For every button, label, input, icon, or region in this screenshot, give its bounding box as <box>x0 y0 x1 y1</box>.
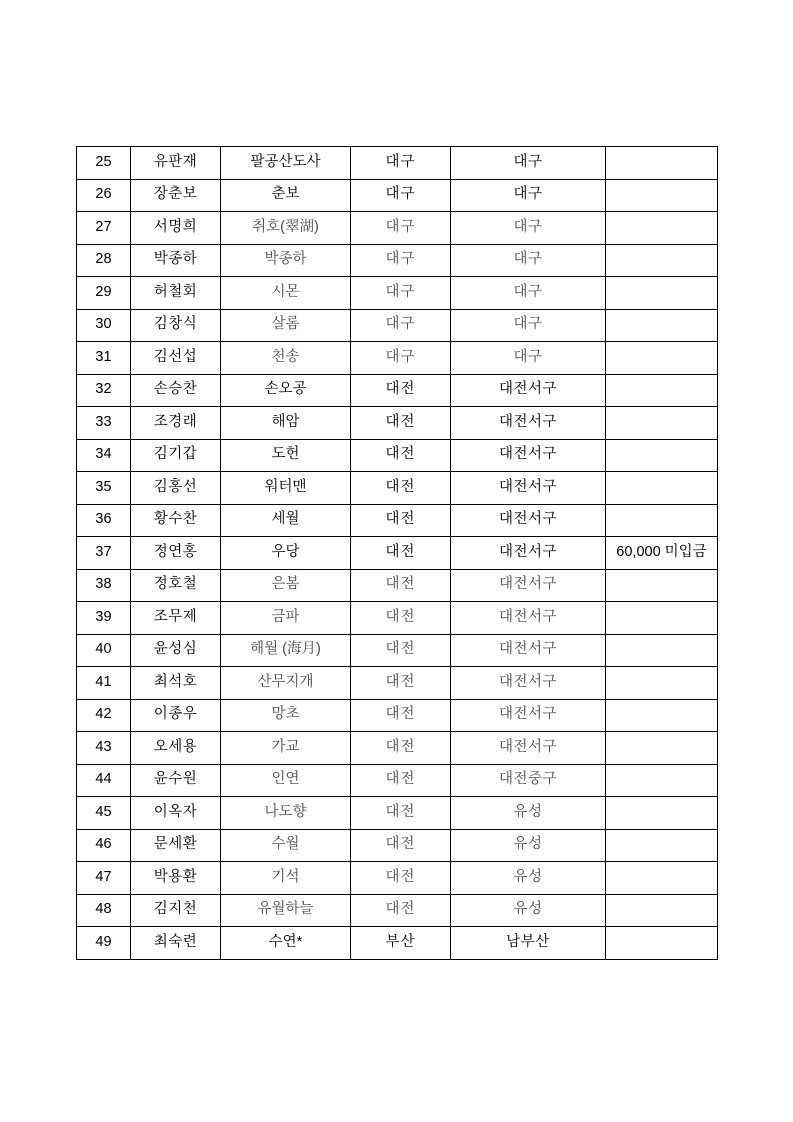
cell-name: 김창식 <box>131 309 221 342</box>
table-row <box>77 309 718 342</box>
cell-number: 48 <box>77 894 131 927</box>
cell-alias: 천송 <box>221 342 351 375</box>
cell-alias: 손오공 <box>221 374 351 407</box>
cell-alias: 나도향 <box>221 797 351 830</box>
cell-branch: 대구 <box>451 244 606 277</box>
table-row <box>77 634 718 667</box>
cell-region: 대전 <box>351 829 451 862</box>
table-row <box>77 797 718 830</box>
cell-branch: 대구 <box>451 309 606 342</box>
table-row <box>77 829 718 862</box>
cell-name: 정연홍 <box>131 537 221 570</box>
cell-region: 대전 <box>351 699 451 732</box>
table-row <box>77 147 718 180</box>
cell-region: 대전 <box>351 764 451 797</box>
cell-alias: 수월 <box>221 829 351 862</box>
cell-branch: 대전서구 <box>451 472 606 505</box>
cell-note <box>606 309 718 342</box>
cell-name: 조무제 <box>131 602 221 635</box>
cell-name: 김홍선 <box>131 472 221 505</box>
cell-note <box>606 602 718 635</box>
cell-alias: 수연* <box>221 927 351 960</box>
cell-name: 허철회 <box>131 277 221 310</box>
cell-name: 박용환 <box>131 862 221 895</box>
table-row <box>77 212 718 245</box>
cell-alias: 팔공산도사 <box>221 147 351 180</box>
table-row <box>77 764 718 797</box>
table-row <box>77 342 718 375</box>
cell-branch: 유성 <box>451 829 606 862</box>
cell-branch: 유성 <box>451 894 606 927</box>
cell-number: 40 <box>77 634 131 667</box>
table-row <box>77 407 718 440</box>
cell-alias: 박종하 <box>221 244 351 277</box>
cell-note <box>606 277 718 310</box>
cell-alias: 시몬 <box>221 277 351 310</box>
cell-alias: 도헌 <box>221 439 351 472</box>
cell-note <box>606 472 718 505</box>
cell-alias: 춘보 <box>221 179 351 212</box>
cell-note <box>606 634 718 667</box>
table-row <box>77 699 718 732</box>
cell-number: 33 <box>77 407 131 440</box>
cell-note <box>606 764 718 797</box>
cell-number: 26 <box>77 179 131 212</box>
cell-name: 이종우 <box>131 699 221 732</box>
table-row <box>77 569 718 602</box>
cell-region: 대전 <box>351 439 451 472</box>
roster-table-container <box>76 146 717 960</box>
cell-branch: 대전서구 <box>451 439 606 472</box>
cell-number: 35 <box>77 472 131 505</box>
cell-note: 60,000 미입금 <box>606 537 718 570</box>
cell-branch: 유성 <box>451 862 606 895</box>
cell-alias: 산무지개 <box>221 667 351 700</box>
cell-name: 손승찬 <box>131 374 221 407</box>
cell-branch: 대구 <box>451 277 606 310</box>
cell-note <box>606 179 718 212</box>
cell-number: 36 <box>77 504 131 537</box>
cell-name: 장춘보 <box>131 179 221 212</box>
cell-name: 윤성심 <box>131 634 221 667</box>
cell-name: 조경래 <box>131 407 221 440</box>
cell-note <box>606 894 718 927</box>
cell-note <box>606 667 718 700</box>
cell-alias: 금파 <box>221 602 351 635</box>
cell-note <box>606 927 718 960</box>
cell-note <box>606 244 718 277</box>
cell-alias: 기석 <box>221 862 351 895</box>
cell-number: 37 <box>77 537 131 570</box>
cell-region: 대전 <box>351 797 451 830</box>
cell-branch: 대전서구 <box>451 732 606 765</box>
cell-region: 대전 <box>351 504 451 537</box>
cell-branch: 대전서구 <box>451 667 606 700</box>
cell-alias: 유월하늘 <box>221 894 351 927</box>
cell-note <box>606 504 718 537</box>
table-row <box>77 504 718 537</box>
cell-name: 문세환 <box>131 829 221 862</box>
cell-branch: 대구 <box>451 212 606 245</box>
table-row <box>77 374 718 407</box>
table-row <box>77 667 718 700</box>
cell-region: 대구 <box>351 244 451 277</box>
cell-region: 부산 <box>351 927 451 960</box>
cell-number: 31 <box>77 342 131 375</box>
table-row <box>77 732 718 765</box>
cell-name: 김기갑 <box>131 439 221 472</box>
cell-note <box>606 732 718 765</box>
table-row <box>77 439 718 472</box>
cell-number: 28 <box>77 244 131 277</box>
cell-number: 49 <box>77 927 131 960</box>
cell-region: 대구 <box>351 179 451 212</box>
cell-number: 47 <box>77 862 131 895</box>
cell-name: 김선섭 <box>131 342 221 375</box>
cell-name: 박종하 <box>131 244 221 277</box>
cell-branch: 대전중구 <box>451 764 606 797</box>
table-row <box>77 602 718 635</box>
cell-name: 최석호 <box>131 667 221 700</box>
table-row <box>77 862 718 895</box>
cell-number: 39 <box>77 602 131 635</box>
cell-number: 34 <box>77 439 131 472</box>
cell-region: 대전 <box>351 537 451 570</box>
cell-region: 대전 <box>351 472 451 505</box>
table-row <box>77 244 718 277</box>
cell-region: 대구 <box>351 147 451 180</box>
cell-number: 45 <box>77 797 131 830</box>
cell-number: 32 <box>77 374 131 407</box>
roster-table-body <box>77 147 718 960</box>
cell-number: 27 <box>77 212 131 245</box>
cell-region: 대전 <box>351 894 451 927</box>
cell-number: 46 <box>77 829 131 862</box>
cell-note <box>606 212 718 245</box>
cell-region: 대전 <box>351 732 451 765</box>
cell-note <box>606 342 718 375</box>
cell-number: 38 <box>77 569 131 602</box>
cell-branch: 대구 <box>451 147 606 180</box>
table-row <box>77 537 718 570</box>
cell-region: 대구 <box>351 342 451 375</box>
cell-note <box>606 439 718 472</box>
cell-branch: 대전서구 <box>451 407 606 440</box>
cell-note <box>606 569 718 602</box>
table-row <box>77 472 718 505</box>
cell-alias: 살롬 <box>221 309 351 342</box>
cell-branch: 대전서구 <box>451 569 606 602</box>
cell-region: 대전 <box>351 634 451 667</box>
cell-region: 대구 <box>351 212 451 245</box>
cell-number: 29 <box>77 277 131 310</box>
cell-name: 정호철 <box>131 569 221 602</box>
cell-branch: 대전서구 <box>451 634 606 667</box>
cell-number: 42 <box>77 699 131 732</box>
table-row <box>77 927 718 960</box>
cell-region: 대전 <box>351 602 451 635</box>
cell-note <box>606 374 718 407</box>
cell-branch: 대전서구 <box>451 504 606 537</box>
cell-name: 최숙련 <box>131 927 221 960</box>
cell-alias: 우당 <box>221 537 351 570</box>
cell-note <box>606 699 718 732</box>
cell-name: 윤수원 <box>131 764 221 797</box>
cell-note <box>606 797 718 830</box>
cell-alias: 은봄 <box>221 569 351 602</box>
cell-region: 대전 <box>351 374 451 407</box>
cell-name: 오세용 <box>131 732 221 765</box>
cell-branch: 대전서구 <box>451 537 606 570</box>
cell-name: 유판재 <box>131 147 221 180</box>
table-row <box>77 179 718 212</box>
cell-region: 대전 <box>351 569 451 602</box>
cell-alias: 취호(翠湖) <box>221 212 351 245</box>
cell-region: 대전 <box>351 862 451 895</box>
cell-number: 30 <box>77 309 131 342</box>
roster-table <box>76 146 718 960</box>
cell-branch: 대구 <box>451 179 606 212</box>
cell-region: 대전 <box>351 407 451 440</box>
cell-number: 25 <box>77 147 131 180</box>
table-row <box>77 277 718 310</box>
cell-branch: 유성 <box>451 797 606 830</box>
cell-alias: 가교 <box>221 732 351 765</box>
table-row <box>77 894 718 927</box>
cell-name: 황수찬 <box>131 504 221 537</box>
cell-branch: 대전서구 <box>451 374 606 407</box>
cell-note <box>606 407 718 440</box>
cell-alias: 워터맨 <box>221 472 351 505</box>
cell-alias: 해암 <box>221 407 351 440</box>
cell-branch: 대전서구 <box>451 699 606 732</box>
cell-branch: 남부산 <box>451 927 606 960</box>
cell-alias: 세월 <box>221 504 351 537</box>
cell-note <box>606 147 718 180</box>
cell-number: 41 <box>77 667 131 700</box>
cell-region: 대구 <box>351 277 451 310</box>
cell-name: 이옥자 <box>131 797 221 830</box>
cell-name: 김지천 <box>131 894 221 927</box>
cell-branch: 대구 <box>451 342 606 375</box>
cell-alias: 해월 (海月) <box>221 634 351 667</box>
cell-note <box>606 829 718 862</box>
cell-alias: 인연 <box>221 764 351 797</box>
cell-region: 대구 <box>351 309 451 342</box>
cell-name: 서명희 <box>131 212 221 245</box>
cell-branch: 대전서구 <box>451 602 606 635</box>
cell-alias: 망초 <box>221 699 351 732</box>
cell-region: 대전 <box>351 667 451 700</box>
cell-note <box>606 862 718 895</box>
cell-number: 43 <box>77 732 131 765</box>
cell-number: 44 <box>77 764 131 797</box>
